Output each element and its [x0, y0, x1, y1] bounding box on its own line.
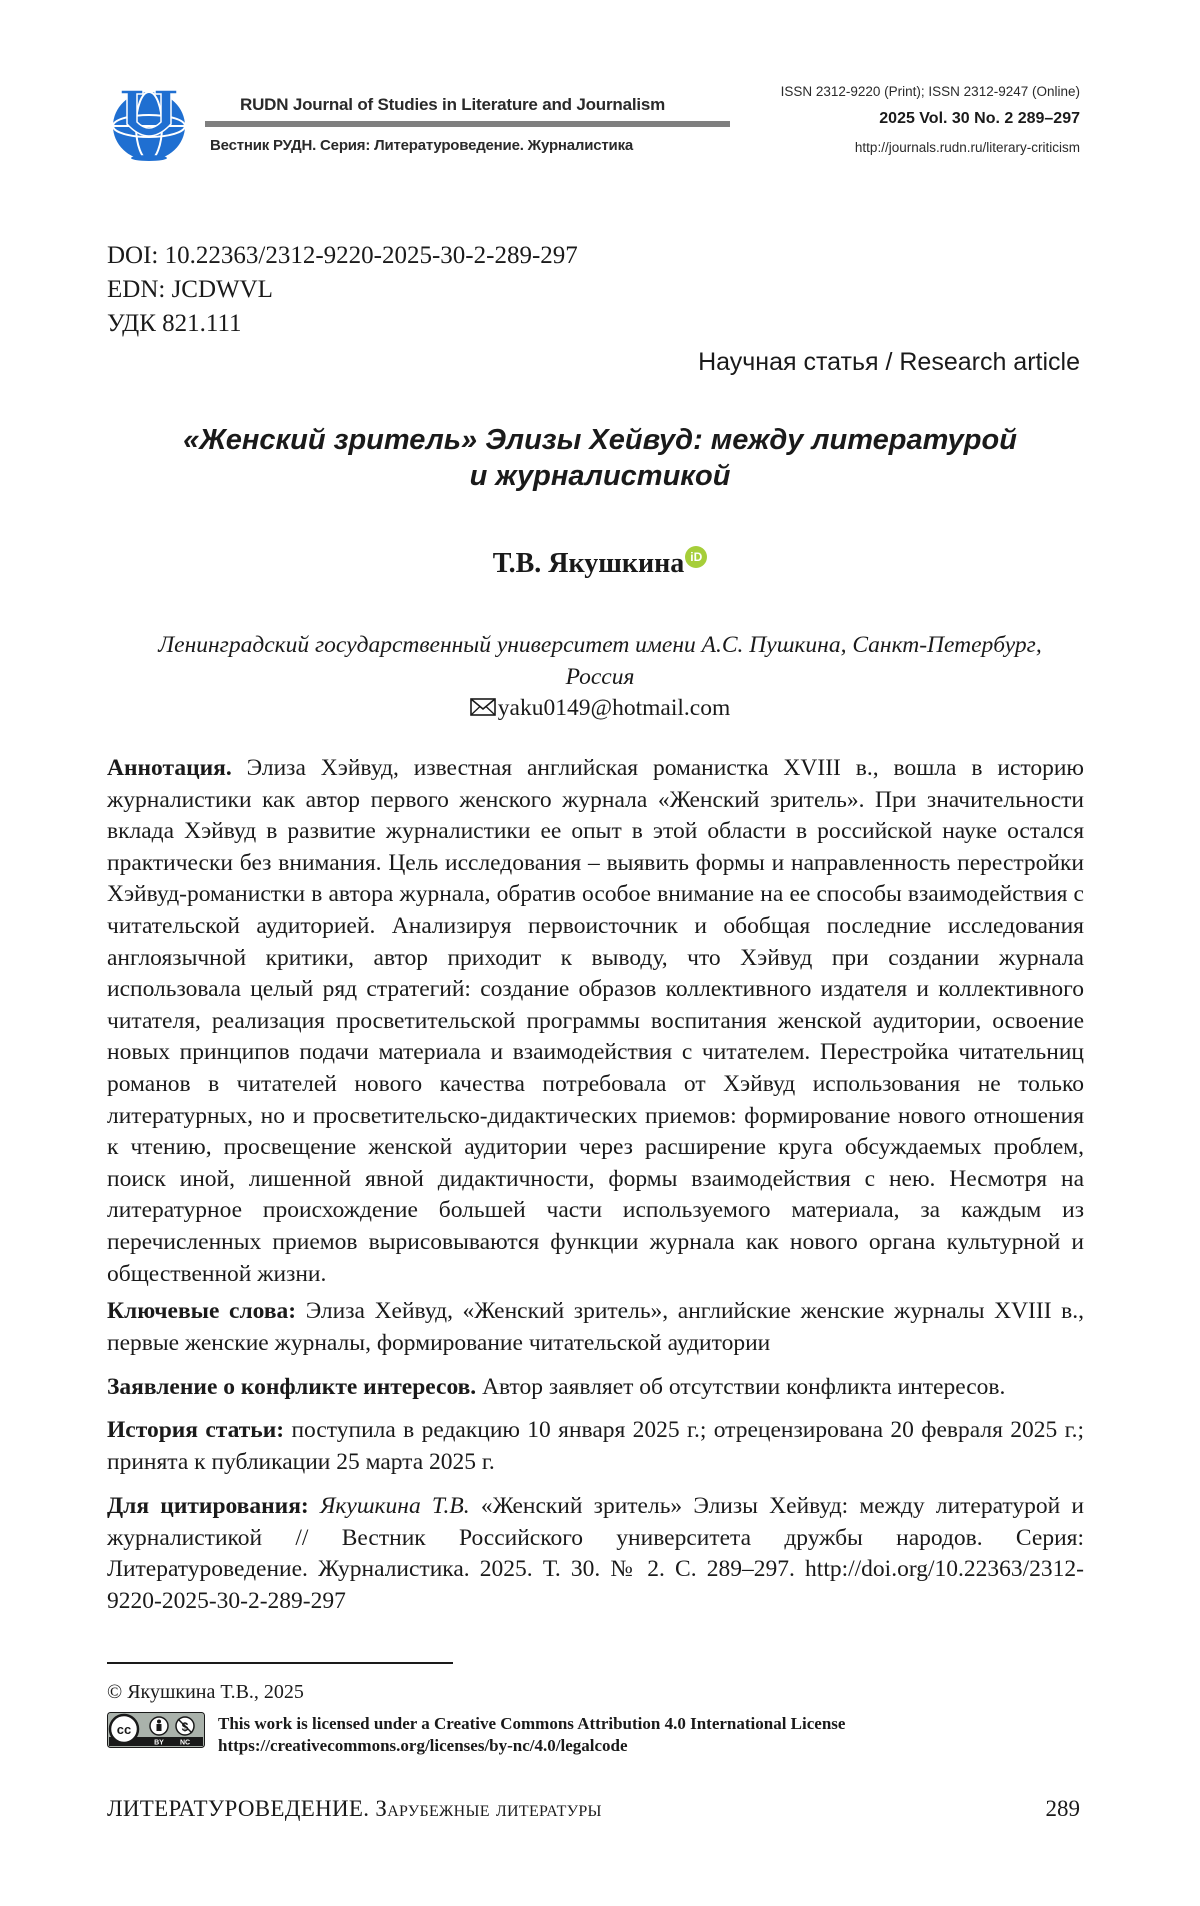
history-text: поступила в редакцию 10 января 2025 г.; отрецензирована 20 февраля 2025 г.; принята к публикации 25 марта 2025 г. [107, 1417, 1084, 1475]
doi[interactable]: DOI: 10.22363/2312-9220-2025-30-2-289-297 [107, 239, 578, 273]
affiliation-line-2: Россия [105, 661, 1095, 693]
abstract-label: Аннотация. [107, 755, 232, 781]
orcid-icon[interactable]: iD [685, 546, 707, 568]
title-line-2: и журналистикой [105, 458, 1095, 494]
abstract [107, 753, 1084, 1290]
author-email[interactable]: yaku0149@hotmail.com [498, 695, 730, 721]
citation-label: Для цитирования: [107, 1493, 309, 1519]
license-url[interactable]: https://creativecommons.org/licenses/by-nc/4.0/legalcode [218, 1735, 628, 1757]
journal-url[interactable]: http://journals.rudn.ru/literary-criticism [855, 140, 1080, 155]
email-row [105, 692, 1095, 724]
citation-author: Якушкина Т.В. [320, 1493, 470, 1519]
article-history [107, 1415, 1084, 1478]
svg-text:cc: cc [117, 1722, 131, 1737]
rudn-logo [103, 86, 199, 162]
license-text: This work is licensed under a Creative Commons Attribution 4.0 International License [218, 1713, 845, 1735]
issn: ISSN 2312-9220 (Print); ISSN 2312-9247 (Online) [781, 84, 1080, 99]
footnote-rule [107, 1662, 453, 1664]
journal-title-en: RUDN Journal of Studies in Literature and Journalism [240, 95, 665, 115]
section-name [107, 1796, 602, 1822]
edn: EDN: JCDWVL [107, 273, 273, 307]
keywords [107, 1296, 1084, 1359]
page-number: 289 [1046, 1796, 1081, 1822]
journal-title-ru: Вестник РУДН. Серия: Литературоведение. Журналистика [210, 137, 633, 154]
article-type: Научная статья / Research article [698, 348, 1080, 377]
abstract-text: Элиза Хэйвуд, известная английская романистка XVIII в., вошла в историю журналистики как автор первого женского журнала «Женский зритель». При значительности вклада Хэйвуд в развитие журналистики ее опыт в этой области в российской науке остался практически без внимания. Цель исследования – выявить формы и направленность перестройки Хэйвуд-романистки в автора журнала, обратив особое внимание на ее способы взаимодействия с читательской аудиторией. Анализируя первоисточник и обобщая последние исследования англоязычной критики, автор приходит к выводу, что Хэйвуд при создании журнала использовала целый ряд стратегий: создание образов коллективного издателя и коллективного читателя, реализация просветительской программы воспитания женской аудитории, освоение новых принципов подачи материала и взаимодействия с читателем. Перестройка читательниц романов в читателей нового качества потребовала от Хэйвуд использования не только литературных, но и просветительско-дидактических приемов: формирование нового отношения к чтению, просвещение женской аудитории через расширение круга обсуждаемых проблем, поиск иной, лишенной явной дидактичности, формы взаимодействия с нею. Несмотря на литературное происхождение большей части используемого материала, за каждым из перечисленных приемов вырисовываются функции журнала как нового органа культурной и общественной жизни. [107, 755, 1084, 1287]
title-line-1: «Женский зритель» Элизы Хейвуд: между литературой [105, 422, 1095, 458]
conflict-statement [107, 1372, 1084, 1404]
affiliation-line-1: Ленинградский государственный университет имени А.С. Пушкина, Санкт-Петербург, [105, 629, 1095, 661]
header-rule [205, 121, 730, 127]
section-name-part1: ЛИТЕРАТУРОВЕДЕНИЕ. З [107, 1796, 387, 1821]
affiliation [105, 629, 1095, 693]
svg-text:NC: NC [180, 1740, 190, 1747]
udk: УДК 821.111 [107, 307, 242, 341]
svg-text:BY: BY [154, 1740, 164, 1747]
history-label: История статьи: [107, 1417, 284, 1443]
author [105, 548, 1095, 580]
envelope-icon [470, 698, 496, 716]
section-name-part2: арубежные литературы [387, 1796, 602, 1821]
citation-text: «Женский зритель» Элизы Хейвуд: между литературой и журналистикой // Вестник Российского университета дружбы народов. Серия: Литературоведение. Журналистика. 2025. Т. 30. № 2. С. 289–297. http://doi.org/10.22363/2312-9220-2025-30-2-289-297 [107, 1493, 1084, 1614]
cc-by-nc-badge-icon[interactable] [107, 1712, 205, 1748]
copyright: © Якушкина Т.В., 2025 [107, 1681, 304, 1704]
volume-info: 2025 Vol. 30 No. 2 289–297 [879, 110, 1080, 128]
conflict-label: Заявление о конфликте интересов. [107, 1374, 476, 1400]
citation [107, 1491, 1084, 1617]
conflict-text: Автор заявляет об отсутствии конфликта интересов. [476, 1374, 1005, 1400]
article-title [105, 422, 1095, 494]
keywords-text: Элиза Хейвуд, «Женский зритель», английские женские журналы XVIII в., первые женские журналы, формирование читательской аудитории [107, 1298, 1084, 1356]
keywords-label: Ключевые слова: [107, 1298, 296, 1324]
author-name: Т.В. Якушкина [493, 548, 685, 579]
